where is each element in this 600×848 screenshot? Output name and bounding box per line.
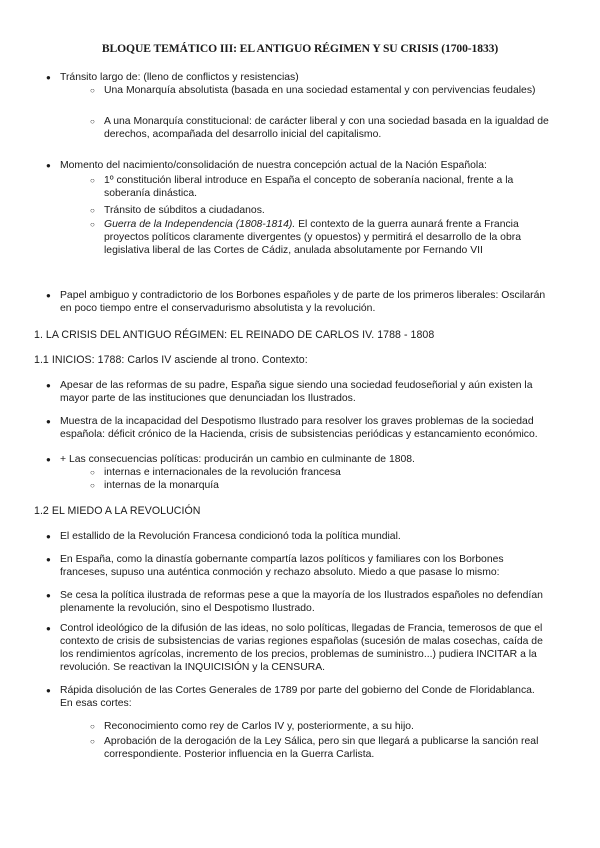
bullet-reforms: ● Apesar de las reformas de su padre, España sigue siendo una sociedad feudoseñorial y aún existen la mayor parte de las instituciones que denunciadan los Ilustrados. [60,379,550,405]
bullet-reform-cease: ● Se cesa la política ilustrada de reformas pese a que la mayoría de los Ilustrados españoles no defendían plenamente la revolución, sino el Despotismo Ilustrado. [60,589,550,615]
bullet-consequences: ● + Las consecuencias políticas: producirán un cambio en culminante de 1808. [60,453,550,466]
bullet-incapacity: ● Muestra de la incapacidad del Despotismo Ilustrado para resolver los graves problemas de la sociedad española: déficit crónico de la Hacienda, crisis de subsistencias periódicas y estancamiento económico. [60,415,550,441]
bullet-bourbons: ● Papel ambiguo y contradictorio de los Borbones españoles y de parte de los primeros liberales: Oscilarán en poco tiempo entre el conservadurismo absolutista y la revolución. [60,289,550,315]
subsection-heading-inicios: 1.1 INICIOS: 1788: Carlos IV asciende al trono. Contexto: [34,354,308,366]
sub-bullet-constitution: ○ 1º constitución liberal introduce en España el concepto de soberanía nacional, frente a la soberanía dinástica. [104,174,554,200]
bullet-transit: ● Tránsito largo de: (lleno de conflictos y resistencias) [60,71,550,84]
sub-bullet-war [104,218,554,257]
sub-bullet-constitutional: ○ A una Monarquía constitucional: de carácter liberal y con una sociedad basada en la igualdad de derechos, acompañada del desarrollo inicial del capitalismo. [104,115,554,141]
bullet-nation: ● Momento del nacimiento/consolidación de nuestra concepción actual de la Nación Española: [60,159,550,172]
subsection-heading-miedo: 1.2 EL MIEDO A LA REVOLUCIÓN [34,505,201,517]
page-title: BLOQUE TEMÁTICO III: EL ANTIGUO RÉGIMEN Y SU CRISIS (1700-1833) [101,42,499,55]
section-heading-crisis: 1. LA CRISIS DEL ANTIGUO RÉGIMEN: EL REINADO DE CARLOS IV. 1788 - 1808 [34,329,435,341]
sub-bullet-internas-monarquia: ○ internas de la monarquía [104,479,554,492]
bullet-spain-shock: ● En España, como la dinastía gobernante compartía lazos políticos y familiares con los Borbones franceses, supuso una auténtica conmoción y rechazo absoluto. Miedo a que pasase lo mismo: [60,553,550,579]
sub-bullet-internas-revolucion: ○ internas e internacionales de la revolución francesa [104,466,554,479]
war-text: El contexto de la guerra aunará frente a Francia proyectos políticos claramente divergentes (y opuestos) y permitirá el desarrollo de la obra legislativa liberal de las Cortes de Cádiz, anulada absolutamente por Fernando VII [104,219,521,256]
sub-bullet-carlos-recognition: ○ Reconocimiento como rey de Carlos IV y, posteriormente, a su hijo. [104,720,554,733]
bullet-cortes-dissolution: ● Rápida disolución de las Cortes Generales de 1789 por parte del gobierno del Conde de Floridablanca. En esas cortes: [60,684,550,710]
war-italic-text: Guerra de la Independencia (1808-1814). [104,219,296,230]
bullet-french-revolution: ● El estallido de la Revolución Francesa condicionó toda la política mundial. [60,530,550,543]
bullet-ideological-control: ● Control ideológico de la difusión de las ideas, no solo políticas, llegadas de Francia, temerosos de que el contexto de crisis de subsistencias de varias regiones españolas (sucesión de malas cosechas, caída de los rendimientos agrícolas, incremento de los precios, problemas de suministro...) pudiera INCITAR a la revolución. Se reactivan la INQUICISIÓN y la CENSURA. [60,622,550,674]
sub-bullet-absolutist: ○ Una Monarquía absolutista (basada en una sociedad estamental y con pervivencias feudales) [104,84,554,97]
sub-bullet-ley-salica: ○ Aprobación de la derogación de la Ley Sálica, pero sin que llegará a publicarse la sanción real correspondiente. Posterior influencia en la Guerra Carlista. [104,735,554,761]
sub-bullet-subjects: ○ Tránsito de súbditos a ciudadanos. [104,204,554,217]
